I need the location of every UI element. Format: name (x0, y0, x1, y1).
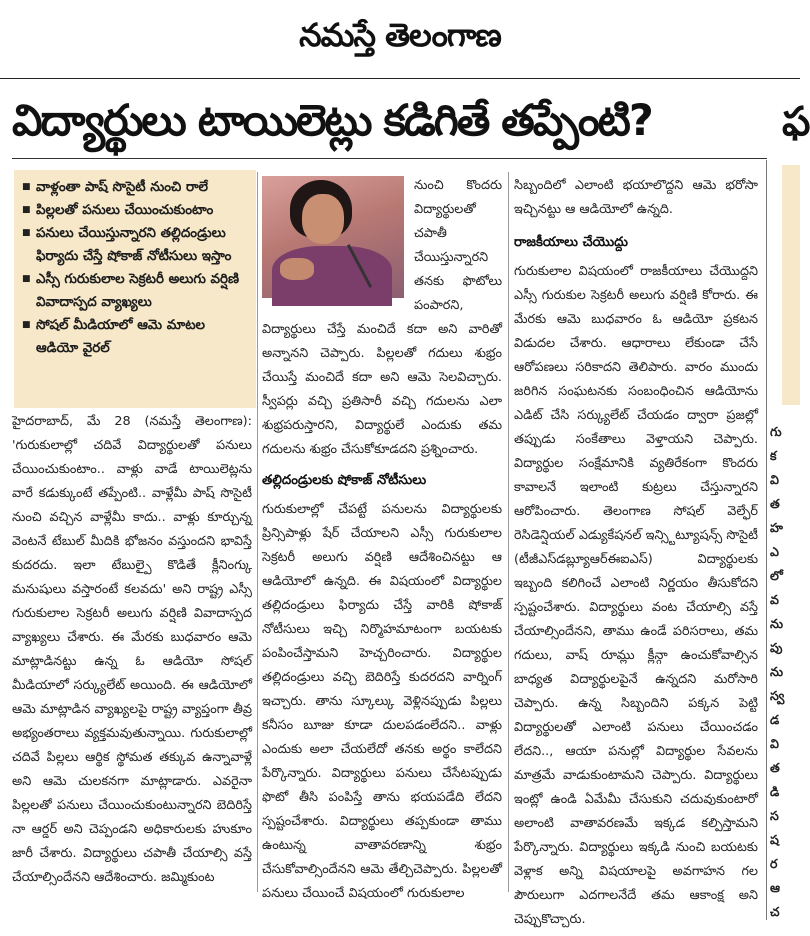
next-article-fragment: పు (770, 640, 783, 655)
masthead-rule (0, 78, 800, 79)
next-article-column (770, 420, 800, 924)
next-article-fragment: స (770, 808, 779, 823)
highlight-item: ■ సోషల్ మీడియాలో ఆమె మాటల ఆడియో వైరల్ (20, 314, 250, 360)
masthead (0, 0, 800, 78)
next-article-fragment: వి (770, 736, 779, 751)
next-article-fragment: వ (770, 592, 779, 607)
next-article-fragment: ను (770, 616, 784, 631)
column-2-body: గురుకులాల్లో చేపట్టే పనులను విద్యార్థులకు ప్రిన్సిపాళ్లు షేర్ చేయాలని ఎస్సీ గురుకులాల సెక్రటరీ అలుగు వర్షిణి ఆదేశించినట్టు ఆ ఆడియోలో ఉన్నది. ఈ విషయంలో విద్యార్థుల తల్లిదండ్రులు ఫిర్యాదు చేస్తే వారికి షోకాజ్ నోటీసులు ఇచ్చి నిర్మొహమాటంగా బయటకు పంపించేస్తామని హెచ్చరించారు. విద్యార్థుల తల్లిదండ్రులు వచ్చి బెదిరిస్తే కుదరదని వార్నింగ్ ఇచ్చారు. తాను స్కూల్కు వెళ్లినప్పుడు పిల్లలు కనీసం బూజు కూడా దులపడంలేదని.. వాళ్లు ఎందుకు అలా చేయలేదో తనకు అర్థం కాలేదని పేర్కొన్నారు. విద్యార్థులు పనులు చేసేటప్పుడు ఫొటో తీసి పంపిస్తే తాను భయపడేది లేదని స్పష్టంచేశారు. విద్యార్థులు తప్పకుండా తాము ఉంటున్న వాతావరణాన్ని శుభ్రం చేసుకోవాల్సిందేనని ఆమె తేల్చిచెప్పారు. పిల్లలతో పనులు చేయించే విషయంలో గురుకులాల (262, 502, 502, 901)
column-2-intro: నుంచి కొందరు విద్యార్థులతో చపాతీ చేయిస్తున్నారని తనకు ఫొటోలు పంపారని, విద్యార్థులు చేస్తే మంచిదే కదా అని వారితో అన్నానని చెప్పారు. పిల్లలతో గదులు శుభ్రం చేయిస్తే మంచిదే కదా అని ఆమె సెలవిచ్చారు. స్వీపర్లు వచ్చి ప్రతిసారీ వచ్చి గదులను ఎలా శుభ్రపరుస్తారని, విద్యార్థులే ఎందుకు తమ గదులను శుభ్రం చేసుకోకూడదని ప్రశ్నించారు. (262, 178, 502, 457)
highlight-item: ■ ఎస్సీ గురుకులాల సెక్రటరీ అలుగు వర్షిణి వివాదాస్పద వ్యాఖ్యలు (20, 268, 250, 314)
next-article-fragment: లో (770, 568, 783, 583)
next-article-fragment: డి (770, 784, 780, 799)
publication-name: నమస్తే తెలంగాణ (299, 16, 501, 54)
column-divider (508, 172, 509, 892)
article-column-2 (262, 174, 502, 906)
next-article-fragment: త (770, 760, 780, 775)
column-3-intro: సిబ్బందిలో ఎలాంటి భయాలొద్దని ఆమె భరోసా ఇచ్చినట్టు ఆ ఆడియోలో ఉన్నది. (514, 178, 758, 217)
highlights-box (14, 170, 256, 408)
highlight-item: ■ వాళ్లంతా పాష్ సొసైటీ నుంచి రాలే (20, 176, 250, 199)
next-article-fragment: స్వ (770, 688, 785, 703)
highlight-item: ■ పిల్లలతో పనులు చేయించుకుంటాం (20, 199, 250, 222)
article-column-1 (12, 410, 252, 890)
next-article-highlight-box (782, 165, 800, 405)
next-article-fragment: త (770, 496, 780, 511)
next-article-fragment: ష (770, 832, 779, 847)
subheading-no-politics: రాజకీయాలు చేయొద్దు (514, 235, 628, 250)
article-divider (766, 160, 767, 920)
next-article-fragment: గు (770, 424, 782, 439)
article-column-3 (514, 174, 758, 932)
next-article-fragment: హ (770, 520, 783, 535)
next-article-fragment: ఆ (770, 880, 780, 895)
highlight-item: ■ పనులు చేయిస్తున్నారని తల్లిదండ్రులు ఫిర్యాదు చేస్తే షోకాజ్ నోటీసులు ఇస్తాం (20, 222, 250, 268)
next-article-headline-fragment: ఫ (782, 99, 810, 145)
next-article-fragment: క (770, 448, 777, 463)
next-article-fragment: చ (770, 904, 780, 919)
next-article-fragment: ఎ (770, 544, 779, 559)
next-article-fragment: ర (770, 856, 778, 871)
column-divider (257, 172, 258, 892)
headline-rule (12, 158, 767, 159)
next-article-fragment: డ (770, 712, 780, 727)
article-headline: విద్యార్థులు టాయిలెట్లు కడిగితే తప్పేంటి? (12, 96, 652, 146)
subheading-showcause: తల్లిదండ్రులకు షోకాజ్ నోటీసులు (262, 473, 427, 488)
next-article-fragment: వి (770, 472, 779, 487)
next-article-fragment: ను (770, 664, 784, 679)
column-3-body: గురుకులాల విషయంలో రాజకీయాలు చేయొద్దని ఎస్సీ గురుకుల సెక్రటరీ అలుగు వర్షిణి కోరారు. ఈ మేరకు ఆమె బుధవారం ఓ ఆడియో ప్రకటన విడుదల చేశారు. ఆధారాలు లేకుండా చేసే ఆరోపణలు సరికాదని తెలిపారు. వారం ముందు జరిగిన సంఘటనకు సంబంధించిన ఆడియోను ఎడిట్ చేసి సర్క్యులేట్ చేయడం ద్వారా ప్రజల్లో తప్పుడు సంకేతాలు వెళ్తాయని చెప్పారు. విద్యార్థుల సంక్షేమానికి వ్యతిరేకంగా కొందరు కావాలనే ఇలాంటి కుట్రలు చేస్తున్నారని ఆరోపించారు. తెలంగాణ సోషల్ వెల్ఫేర్ రెసిడెన్షియల్ ఎడ్యుకేషనల్ ఇన్స్టిట్యూషన్స్ సొసైటీ (టీజీఎస్‌డబ్ల్యూఆర్ఈఐఎస్) విద్యార్థులకు ఇబ్బంది కలిగించే ఎలాంటి నిర్ణయం తీసుకోదని స్పష్టంచేశారు. విద్యార్థులు వంట చేయాల్సి వస్తే చేయాల్సిందేనని, తాము ఉండే పరిసరాలు, తమ గదులు, వాష్ రూమ్లు క్లీన్గా ఉంచుకోవాల్సిన బాధ్యత విద్యార్థులపైనే ఉన్నదని మరోసారి చెప్పారు. ఉన్న సిబ్బందిని పక్కన పెట్టి విద్యార్థులతో ఎలాంటి పనులు చేయించడం లేదని.., ఆయా పనుల్లో విద్యార్థుల సేవలను మాత్రమే వాడుకుంటామని చెప్పారు. విద్యార్థులు ఇంట్లో ఉండి ఏమేమీ చేసుకుని చదువుకుంటారో అలాంటి వాతావరణమే ఇక్కడ కల్పిస్తామని పేర్కొన్నారు. విద్యార్థులు ఇక్కడి నుంచి బయటకు వెళ్లాక అన్ని విషయాలపై అవగాహన గల పౌరులుగా ఎదగాలనేదే తమ ఆకాంక్ష అని చెప్పుకొచ్చారు. (514, 264, 758, 927)
column-1-text: హైదరాబాద్, మే 28 (నమస్తే తెలంగాణ): 'గురుకులాల్లో చదివే విద్యార్థులతో పనులు చేయించుకుంటాం.. వాళ్లు వాడే టాయిలెట్లను వారే కడుక్కుంటే తప్పేంటి.. వాళ్లేమీ పాష్ సొసైటీ నుంచి వచ్చిన వాళ్లేమీ కాదు.. వాళ్లు కూర్చున్న వెంటనే టేబుల్ మీదికి భోజనం వస్తుందని భావిస్తే కుదరదు. ఇలా టేబుల్పై కొడితే క్లీనింగ్కు మనుషులు వస్తారంటే కలవదు' అని రాష్ట్ర ఎస్సీ గురుకులాల సెక్రటరీ అలుగు వర్షిణి వివాదాస్పద వ్యాఖ్యలు చేశారు. ఈ మేరకు బుధవారం ఆమె మాట్లాడినట్టు ఉన్న ఓ ఆడియో సోషల్ మీడియాలో సర్క్యులేట్ అయింది. ఈ ఆడియోలో ఆమె మాట్లాడిన వ్యాఖ్యలపై రాష్ట్ర వ్యాప్తంగా తీవ్ర అభ్యంతరాలు వ్యక్తమవుతున్నాయి. గురుకులాల్లో చదివే పిల్లలు ఆర్థిక స్థోమత తక్కువ ఉన్నావాళ్లే అని ఆమె చులకనగా మాట్లాడారు. ఎవరైనా పిల్లలతో పనులు చేయించుకుంటున్నారని బెదిరిస్తే నా ఆర్డర్ అని చెప్పండని అధికారులకు హుకూం జారీ చేశారు. విద్యార్థులు చపాతీ చేయాల్సి వస్తే చేయాల్సిందేనని ఆదేశించారు. జమ్మికుంట (12, 414, 252, 885)
secretary-photo (262, 176, 404, 298)
